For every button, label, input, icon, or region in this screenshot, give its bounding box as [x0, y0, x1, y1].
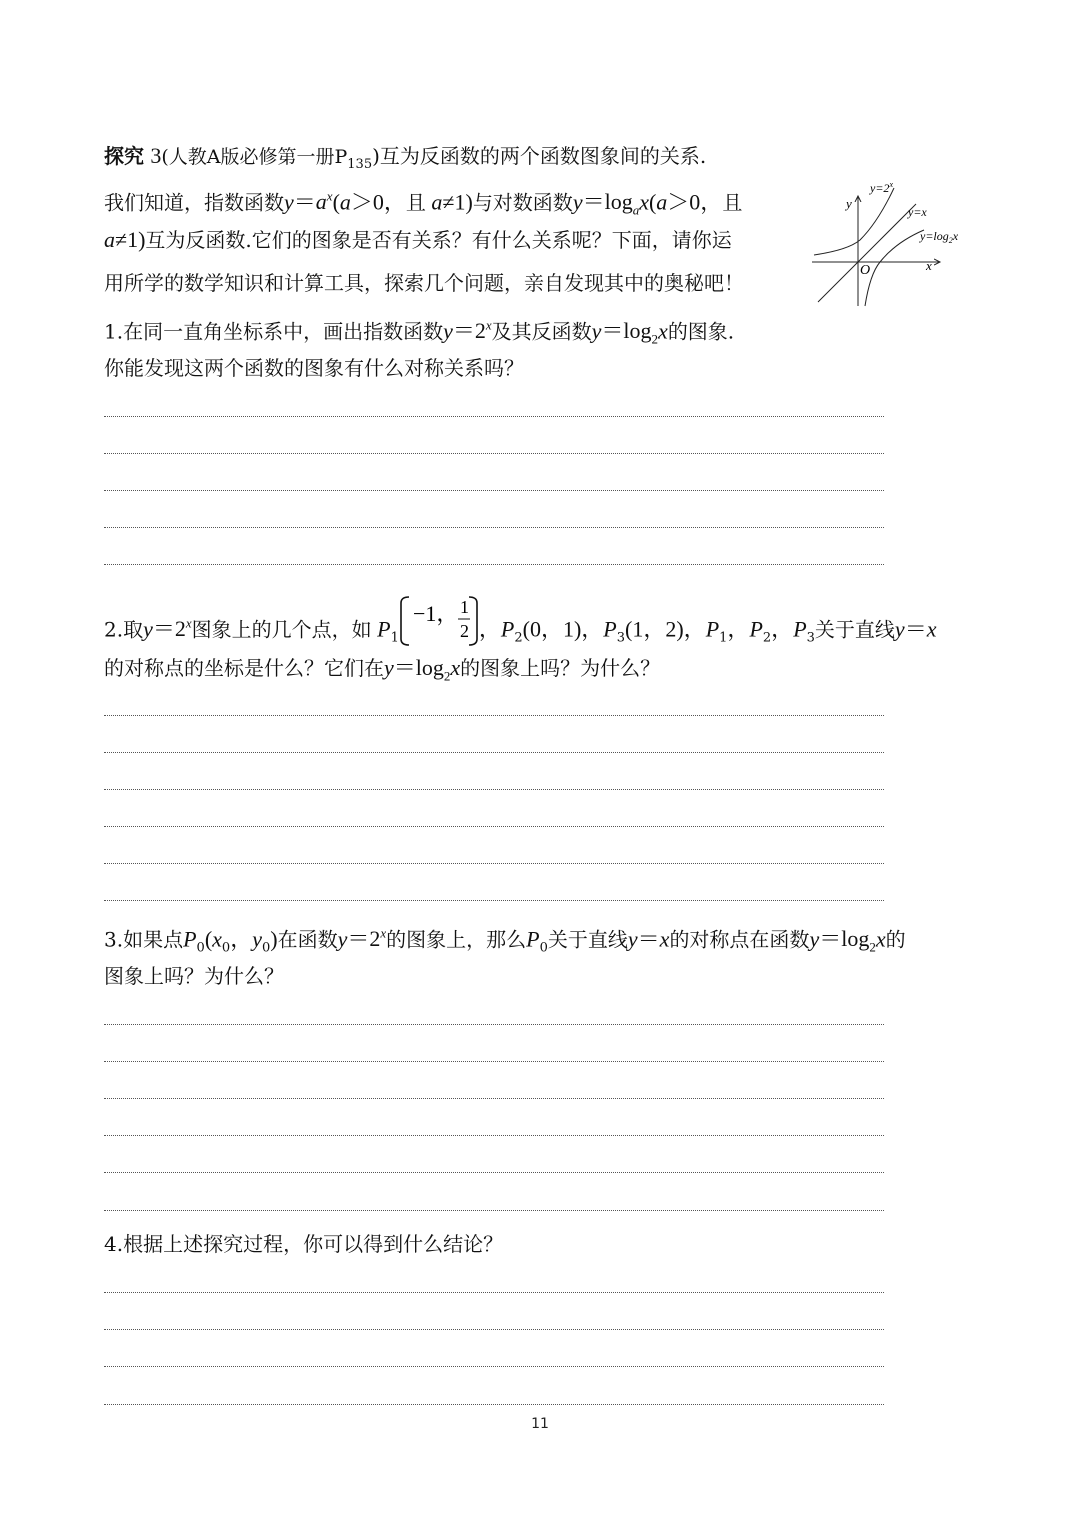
- question-text: 的图象上，那么: [386, 927, 527, 952]
- label-exponential: $y=2^x$: [870, 180, 893, 195]
- question-4-line-1: [104, 1230, 503, 1258]
- intro-text: 且: [405, 190, 426, 215]
- answer-line[interactable]: [104, 1329, 884, 1330]
- question-text: 及其反函数: [491, 319, 592, 344]
- question-3-line-1: 3.如果点$P_0(x_0$，$y_0$)在函数$y=2^x$的图象上，那么$P_0$关于直线y＝x的对称点在函数$y=\log_2x$的: [104, 926, 906, 956]
- axis-y-label: y: [846, 196, 852, 211]
- label-logarithm: $y=\log_2x$: [920, 229, 959, 245]
- answer-line[interactable]: [104, 1061, 884, 1062]
- answer-line[interactable]: [104, 1366, 884, 1367]
- intro-text: 且: [722, 190, 743, 215]
- svg-text:1: 1: [459, 596, 469, 617]
- answer-line[interactable]: [104, 564, 884, 565]
- axis-x-label: x: [926, 258, 932, 273]
- intro-text: 用所学的数学知识和计算工具，探索几个问题，亲自发现其中的奥秘吧！: [104, 271, 744, 295]
- question-text: 的对称点在函数: [669, 927, 810, 952]
- question-text: 1.在同一直角坐标系中，画出指数函数: [104, 319, 444, 344]
- answer-line[interactable]: [104, 1404, 884, 1405]
- answer-line[interactable]: [104, 900, 884, 901]
- answer-line[interactable]: [104, 1172, 884, 1173]
- answer-line[interactable]: [104, 453, 884, 454]
- answer-line[interactable]: [104, 1135, 884, 1136]
- question-1-line-2: [104, 354, 524, 382]
- intro-text: 我们知道，指数函数: [104, 190, 284, 215]
- line-y-equals-x: [818, 204, 916, 302]
- question-text: 的: [885, 927, 906, 952]
- question-text: 在函数: [277, 927, 338, 952]
- svg-text:−1，: −1，: [412, 600, 459, 626]
- page-number: 11: [531, 1416, 549, 1432]
- question-text: 3.如果点: [104, 927, 184, 952]
- answer-line[interactable]: [104, 1292, 884, 1293]
- answer-line[interactable]: [104, 527, 884, 528]
- curve-exponential: [814, 188, 894, 255]
- question-2-line-1: 2.取$y=2^x$图象上的几个点，如 $P_1$ −1， 1 2 ，$P_2(0$，1)，$P_3(1$，2)，$P_1$，$P_2$，$P_3$关于直线y＝x: [104, 610, 936, 652]
- question-text: 你能发现这两个函数的图象有什么对称关系吗？: [104, 356, 524, 380]
- question-text: 的对称点的坐标是什么？它们在: [104, 656, 384, 680]
- question-text: 2.取: [104, 617, 144, 642]
- question-1-line-1: 1.在同一直角坐标系中，画出指数函数$y=2^x$及其反函数$y=\log_2x$的图象.: [104, 318, 735, 347]
- intro-line-1: 我们知道，指数函数$y=a^x(a>0$，且 a≠1)与对数函数$y=\log_ax(a>0$，且: [104, 189, 743, 218]
- explore-source: (人教A版必修第一册P: [161, 146, 348, 168]
- answer-line[interactable]: [104, 1098, 884, 1099]
- function-graph-figure: [808, 178, 986, 308]
- question-text: 关于直线: [814, 617, 895, 642]
- intro-line-2: a≠1)互为反函数.它们的图象是否有关系？有什么关系呢？下面，请你运: [104, 227, 732, 252]
- intro-text: 与对数函数: [472, 190, 573, 215]
- explore-heading: [104, 142, 706, 179]
- intro-line-3: [104, 269, 744, 297]
- curve-logarithm: [865, 230, 924, 306]
- intro-text: 互为反函数.它们的图象是否有关系？有什么关系呢？下面，请你运: [145, 228, 732, 252]
- answer-line[interactable]: [104, 1210, 884, 1211]
- explore-number: 3: [150, 143, 162, 168]
- question-text: 图象上的几个点，如: [191, 617, 372, 642]
- question-text: 图象上吗？为什么？: [104, 964, 284, 988]
- svg-text:2: 2: [459, 620, 469, 641]
- question-2-line-2: 的对称点的坐标是什么？它们在$y=\log_2x$的图象上吗？为什么？: [104, 655, 661, 684]
- question-text: 4.根据上述探究过程，你可以得到什么结论？: [104, 1232, 504, 1256]
- explore-source-sub: 135: [347, 157, 373, 172]
- label-identity: y=x: [908, 205, 927, 219]
- question-text: 的图象.: [667, 319, 735, 344]
- answer-line[interactable]: [104, 789, 884, 790]
- origin-label: O: [860, 263, 871, 278]
- answer-line[interactable]: [104, 715, 884, 716]
- answer-line[interactable]: [104, 416, 884, 417]
- point-p1-coordinates: [399, 596, 479, 649]
- answer-line[interactable]: [104, 752, 884, 753]
- explore-label: 探究: [104, 144, 144, 168]
- question-text: 的图象上吗？为什么？: [460, 656, 661, 680]
- answer-line[interactable]: [104, 826, 884, 827]
- answer-line[interactable]: [104, 863, 884, 864]
- answer-line[interactable]: [104, 1024, 884, 1025]
- explore-title: )互为反函数的两个函数图象间的关系.: [372, 144, 707, 168]
- question-text: 关于直线: [547, 927, 628, 952]
- answer-line[interactable]: [104, 490, 884, 491]
- question-3-line-2: [104, 962, 284, 990]
